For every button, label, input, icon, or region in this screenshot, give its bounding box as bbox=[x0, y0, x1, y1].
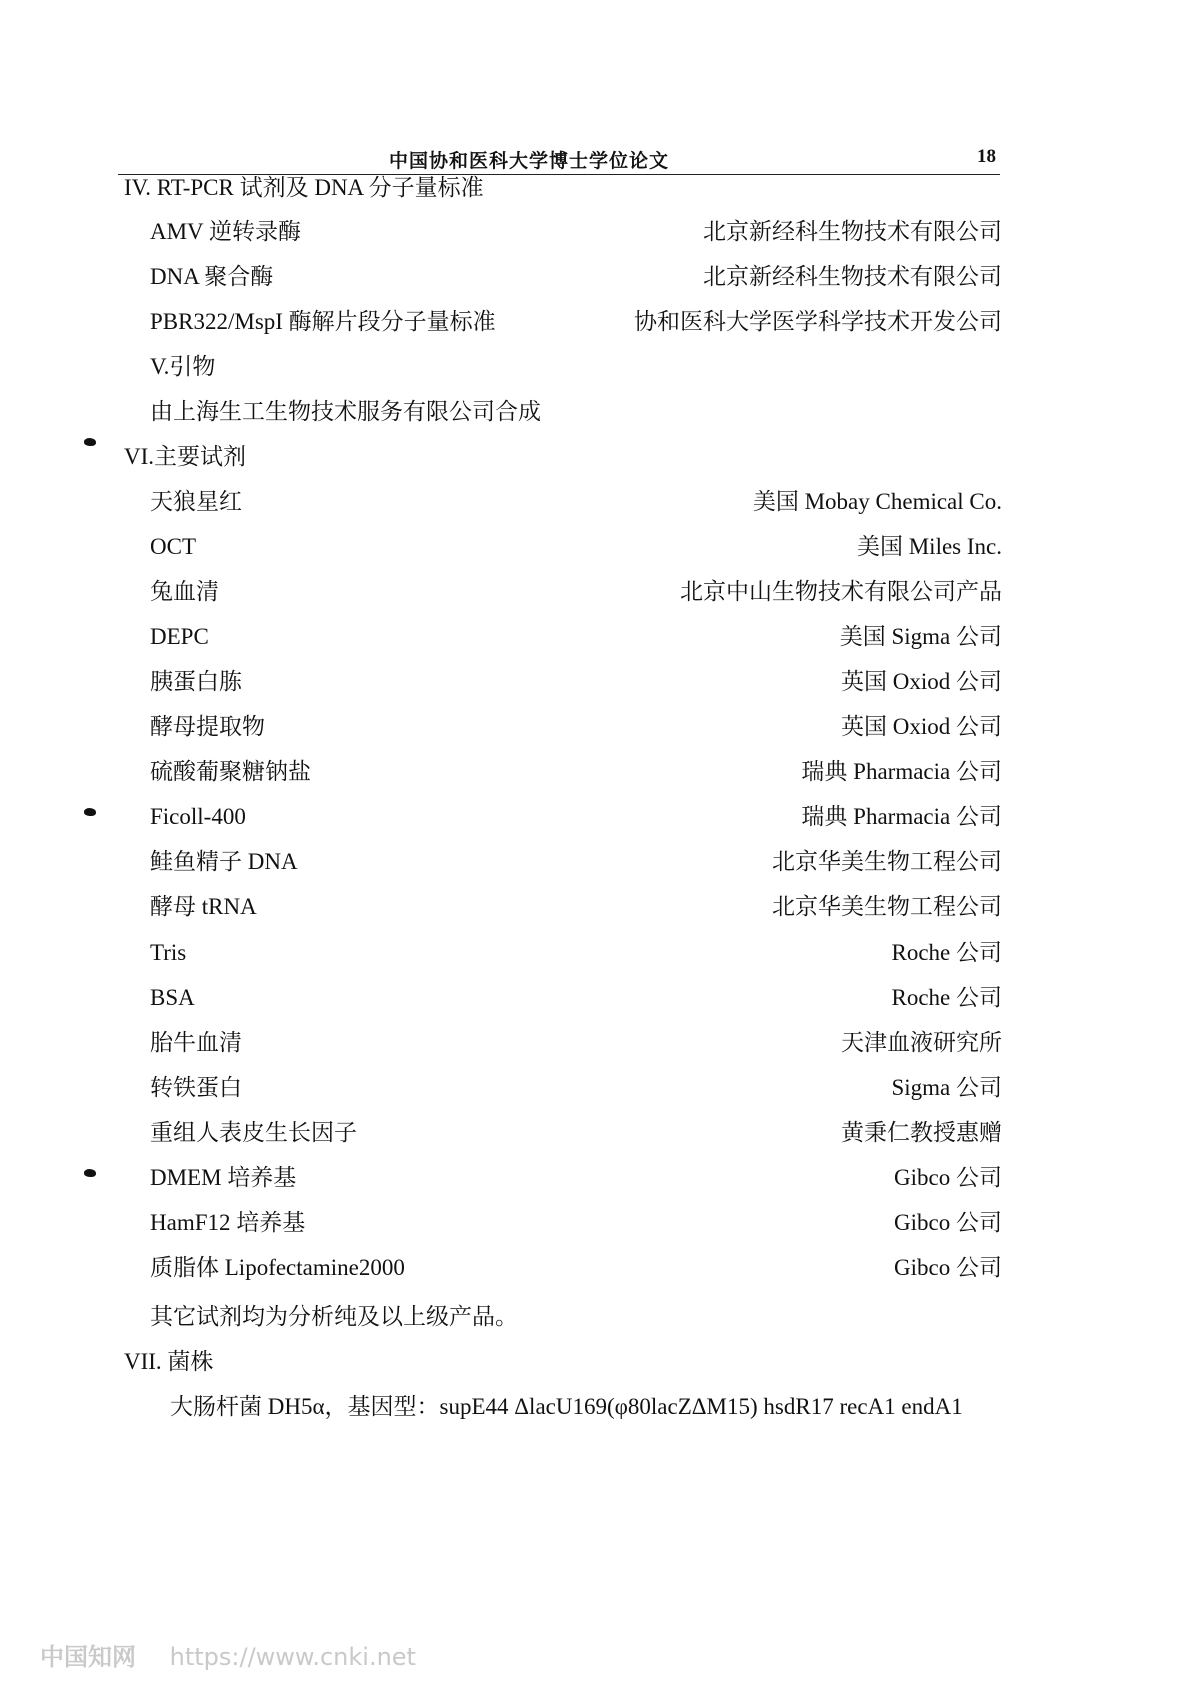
primers-text: 由上海生工生物技术服务有限公司合成 bbox=[150, 399, 541, 424]
reagent-source: 美国 Sigma 公司 bbox=[839, 624, 1002, 649]
reagent-name: 转铁蛋白 bbox=[150, 1075, 242, 1100]
reagent-source: 北京华美生物工程公司 bbox=[772, 849, 1002, 874]
reagent-name: HamF12 培养基 bbox=[150, 1210, 306, 1235]
page-number: 18 bbox=[977, 146, 996, 167]
reagent-name: 酵母提取物 bbox=[150, 714, 265, 739]
reagent-name: OCT bbox=[150, 534, 196, 559]
reagent-name: DMEM 培养基 bbox=[150, 1165, 297, 1190]
reagent-source: 英国 Oxiod 公司 bbox=[841, 714, 1002, 739]
reagent-source: Gibco 公司 bbox=[894, 1165, 1002, 1190]
section-heading-rtpcr: IV. RT-PCR 试剂及 DNA 分子量标准 bbox=[124, 175, 484, 200]
reagents-note: 其它试剂均为分析纯及以上级产品。 bbox=[150, 1304, 518, 1329]
header-title: 中国协和医科大学博士学位论文 bbox=[388, 151, 669, 172]
reagent-source: 天津血液研究所 bbox=[841, 1030, 1002, 1055]
reagent-source: 美国 Mobay Chemical Co. bbox=[752, 489, 1002, 514]
reagent-name: Ficoll-400 bbox=[150, 804, 246, 829]
page-header bbox=[118, 146, 1000, 175]
section-heading-reagents: VI.主要试剂 bbox=[124, 444, 247, 469]
reagent-name: 鲑鱼精子 DNA bbox=[150, 849, 298, 874]
reagent-source: Roche 公司 bbox=[891, 985, 1002, 1010]
reagent-name: AMV 逆转录酶 bbox=[150, 219, 302, 244]
reagent-name: DEPC bbox=[150, 624, 209, 649]
scan-mark bbox=[84, 808, 96, 816]
reagent-name: 胎牛血清 bbox=[150, 1030, 242, 1055]
cnki-logo: 中国知网 bbox=[40, 1643, 136, 1671]
reagent-source: 美国 Miles Inc. bbox=[856, 534, 1002, 559]
reagent-name: DNA 聚合酶 bbox=[150, 264, 274, 289]
reagent-source: 英国 Oxiod 公司 bbox=[841, 669, 1002, 694]
reagent-source: Sigma 公司 bbox=[891, 1075, 1002, 1100]
reagent-name: BSA bbox=[150, 985, 195, 1010]
reagent-name: 胰蛋白胨 bbox=[150, 669, 242, 694]
strain-genotype: 大肠杆菌 DH5α，基因型：supE44 ΔlacU169(φ80lacZΔM15) hsdR17 recA1 endA1 bbox=[170, 1394, 963, 1419]
cnki-watermark bbox=[40, 1637, 416, 1672]
reagent-source: 北京中山生物技术有限公司产品 bbox=[680, 579, 1002, 604]
reagent-source: 瑞典 Pharmacia 公司 bbox=[801, 804, 1002, 829]
scan-mark bbox=[84, 438, 96, 446]
reagent-name: 质脂体 Lipofectamine2000 bbox=[150, 1255, 405, 1280]
reagent-name: 硫酸葡聚糖钠盐 bbox=[150, 759, 311, 784]
scan-mark bbox=[84, 1169, 96, 1177]
reagent-source: 黄秉仁教授惠赠 bbox=[841, 1120, 1002, 1145]
reagent-name: 重组人表皮生长因子 bbox=[150, 1120, 357, 1145]
reagent-source: Gibco 公司 bbox=[894, 1210, 1002, 1235]
section-heading-strains: VII. 菌株 bbox=[124, 1349, 214, 1374]
reagent-name: 兔血清 bbox=[150, 579, 219, 604]
reagent-source: 瑞典 Pharmacia 公司 bbox=[801, 759, 1002, 784]
reagent-name: 酵母 tRNA bbox=[150, 894, 257, 919]
section-heading-primers: V.引物 bbox=[150, 354, 216, 379]
reagent-source: Gibco 公司 bbox=[894, 1255, 1002, 1280]
reagent-source: 协和医科大学医学科学技术开发公司 bbox=[634, 309, 1002, 334]
reagent-source: 北京新经科生物技术有限公司 bbox=[703, 264, 1002, 289]
reagent-source: 北京华美生物工程公司 bbox=[772, 894, 1002, 919]
reagent-name: PBR322/MspI 酶解片段分子量标准 bbox=[150, 309, 496, 334]
reagent-name: Tris bbox=[150, 940, 187, 965]
cnki-url: https://www.cnki.net bbox=[169, 1643, 416, 1671]
reagent-source: Roche 公司 bbox=[891, 940, 1002, 965]
reagent-name: 天狼星红 bbox=[150, 489, 242, 514]
reagent-source: 北京新经科生物技术有限公司 bbox=[703, 219, 1002, 244]
